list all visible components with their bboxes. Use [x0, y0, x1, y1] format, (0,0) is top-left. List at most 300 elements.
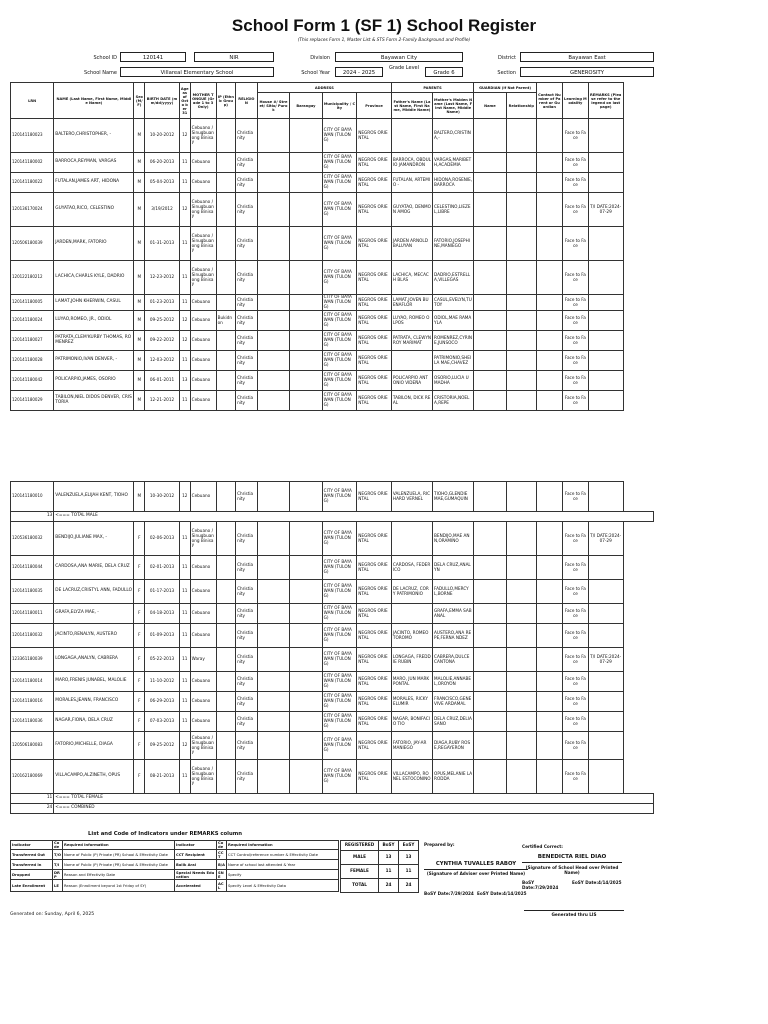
mother-tongue-cell: Cebuano: [190, 173, 216, 193]
birthdate-cell: 02-06-2013: [145, 522, 180, 556]
modality-cell: Face to Face: [562, 732, 588, 760]
province-cell: NEGROS ORIENTAL: [357, 522, 392, 556]
name-cell: BENDIJO,JULIANE MAX, -: [54, 522, 134, 556]
legend-ind-cell: Special Needs Education: [175, 870, 217, 880]
religion-cell: Christianity: [236, 648, 258, 672]
contact-cell: [536, 227, 562, 261]
summary-row: [341, 879, 419, 893]
house-cell: [257, 193, 289, 227]
guardian-name-cell: [474, 391, 506, 411]
province-cell: NEGROS ORIENTAL: [357, 648, 392, 672]
province-cell: NEGROS ORIENTAL: [357, 153, 392, 173]
lrn-cell: 120141180016: [11, 692, 54, 712]
col-ip: IP (Ethnic Group): [216, 83, 235, 119]
religion-cell: Christianity: [236, 672, 258, 692]
name-cell: LUYAO,ROMEO, JR., ODIOL: [54, 311, 134, 331]
contact-cell: [536, 391, 562, 411]
remarks-cell: [588, 624, 623, 648]
province-cell: NEGROS ORIENTAL: [357, 692, 392, 712]
mother-tongue-cell: Cebuano / Sinugbuanong Binisay: [190, 760, 216, 794]
contact-cell: [536, 153, 562, 173]
legend-code-cell: SNE: [217, 870, 227, 880]
father-cell: TABILON, DICK REAL: [391, 391, 432, 411]
name-cell: VILLACAMPO,ALZINETH, OPUS: [54, 760, 134, 794]
legend-ind-cell: Late Enrollment: [11, 880, 53, 892]
municipality-cell: CITY OF BAYAWAN (TULONG): [322, 522, 357, 556]
summary-eosy-cell: 24: [399, 879, 419, 893]
mother-tongue-cell: Cebuano / Sinugbuanong Binisay: [190, 261, 216, 295]
age-cell: 11: [179, 227, 190, 261]
municipality-cell: CITY OF BAYAWAN (TULONG): [322, 371, 357, 391]
mother-cell: ODIOL,MAE RAMAYLA: [433, 311, 474, 331]
remarks-cell: [588, 580, 623, 604]
mother-tongue-cell: Cebuano / Sinugbuanong Binisay: [190, 227, 216, 261]
father-cell: LUYAO, ROMEO OLPOS: [391, 311, 432, 331]
birthdate-cell: 09-25-2012: [145, 311, 180, 331]
ip-cell: [216, 173, 235, 193]
summary-table: [340, 840, 419, 893]
mother-tongue-cell: Cebuano: [190, 311, 216, 331]
province-cell: NEGROS ORIENTAL: [357, 351, 392, 371]
father-cell: LACHICA, MECACH BLAS: [391, 261, 432, 295]
municipality-cell: CITY OF BAYAWAN (TULONG): [322, 173, 357, 193]
legend-ind-cell: Balik Aral: [175, 860, 217, 870]
age-cell: 11: [179, 580, 190, 604]
religion-cell: Christianity: [236, 556, 258, 580]
ip-cell: [216, 672, 235, 692]
relationship-cell: [506, 522, 536, 556]
ip-cell: Bukidnon: [216, 311, 235, 331]
sex-cell: F: [134, 624, 145, 648]
name-cell: LACHICA,CHARLS KYLE, DADRIO: [54, 261, 134, 295]
col-birthdate: BIRTH DATE (mm/dd/yyyy): [145, 83, 180, 119]
birthdate-cell: 12-03-2012: [145, 351, 180, 371]
mother-cell: PATRIMONIO,SHEILA MAE,CHAVEZ: [433, 351, 474, 371]
mother-cell: BENDIJO,MAE ANN,ORAMINO: [433, 522, 474, 556]
mother-cell: ROMENREZ,CYRINE,JUNSOCO: [433, 331, 474, 351]
relationship-cell: [506, 227, 536, 261]
sex-cell: F: [134, 556, 145, 580]
guardian-name-cell: [474, 522, 506, 556]
remarks-cell: [588, 556, 623, 580]
grade-level-label: Grade Level: [388, 65, 420, 71]
religion-cell: Christianity: [236, 153, 258, 173]
table-row: [11, 712, 654, 732]
name-cell: TABILON,NIEL DIDOS DENVER, CRISTORIA: [54, 391, 134, 411]
modality-cell: Face to Face: [562, 482, 588, 512]
summary-bosy-cell: 11: [379, 865, 399, 879]
province-cell: NEGROS ORIENTAL: [357, 580, 392, 604]
guardian-name-cell: [474, 604, 506, 624]
province-cell: NEGROS ORIENTAL: [357, 732, 392, 760]
lrn-cell: 120141180014: [11, 672, 54, 692]
table-row: [11, 153, 654, 173]
legend-h-required-2: Required Information: [227, 841, 339, 850]
birthdate-cell: 12-23-2012: [145, 261, 180, 295]
ip-cell: [216, 227, 235, 261]
ip-cell: [216, 295, 235, 311]
legend-code-cell: T/I: [53, 860, 63, 870]
guardian-name-cell: [474, 556, 506, 580]
religion-cell: Christianity: [236, 692, 258, 712]
grade-level-value: Grade 6: [425, 67, 463, 77]
guardian-name-cell: [474, 311, 506, 331]
house-cell: [257, 227, 289, 261]
father-cell: PATRATA, CLEWYN ROY MARIMAT: [391, 331, 432, 351]
barangay-cell: [290, 556, 322, 580]
legend-title: List and Code of Indicators under REMARKS column: [88, 831, 243, 837]
guardian-name-cell: [474, 193, 506, 227]
house-cell: [257, 760, 289, 794]
birthdate-cell: 04-18-2013: [145, 604, 180, 624]
contact-cell: [536, 193, 562, 227]
total-count: 24: [11, 804, 54, 814]
municipality-cell: CITY OF BAYAWAN (TULONG): [322, 351, 357, 371]
col-name: NAME (Last Name, First Name, Middle Name): [54, 83, 134, 119]
modality-cell: Face to Face: [562, 672, 588, 692]
legend-req-cell: Name of Public (P) Private (PR) School & Effectivity Date: [63, 860, 175, 870]
birthdate-cell: 06-29-2013: [145, 692, 180, 712]
mother-cell: TIOHO,GLENDIE MAE,GUMAQUIN: [433, 482, 474, 512]
legend-h-code-2: Code: [217, 841, 227, 850]
total-label: <=== COMBINED: [54, 804, 654, 814]
legend-req-cell: CCT Control/reference number & Effectivity Date: [227, 850, 339, 860]
ip-cell: [216, 604, 235, 624]
age-cell: 11: [179, 153, 190, 173]
father-cell: [391, 351, 432, 371]
municipality-cell: CITY OF BAYAWAN (TULONG): [322, 556, 357, 580]
sex-cell: M: [134, 193, 145, 227]
mother-tongue-cell: Cebuano: [190, 672, 216, 692]
table-row: [11, 351, 654, 371]
age-cell: 11: [179, 295, 190, 311]
father-cell: BARROCA, OBDULIO JAMANDRON: [391, 153, 432, 173]
age-cell: 11: [179, 556, 190, 580]
summary-eosy-cell: 13: [399, 851, 419, 865]
relationship-cell: [506, 624, 536, 648]
barangay-cell: [290, 351, 322, 371]
lrn-cell: 120141180027: [11, 331, 54, 351]
summary-row: [341, 851, 419, 865]
lrn-cell: 120141180042: [11, 371, 54, 391]
adviser-line: [424, 869, 528, 870]
summary-row: [341, 865, 419, 879]
adviser-name: CYNTHIA TUVALLES RABOY: [435, 861, 517, 867]
mother-cell: MALOLIE,ANNABEL,OROYON: [433, 672, 474, 692]
age-cell: 12: [179, 193, 190, 227]
modality-cell: Face to Face: [562, 311, 588, 331]
barangay-cell: [290, 119, 322, 153]
birthdate-cell: 10-20-2012: [145, 119, 180, 153]
legend-ind-cell: CCT Recipient: [175, 850, 217, 860]
summary-bosy-cell: 24: [379, 879, 399, 893]
table-row: [11, 624, 654, 648]
house-cell: [257, 648, 289, 672]
house-cell: [257, 580, 289, 604]
birthdate-cell: 05-22-2013: [145, 648, 180, 672]
sex-cell: M: [134, 371, 145, 391]
birthdate-cell: 05-04-2013: [145, 173, 180, 193]
lrn-cell: 120506180039: [11, 227, 54, 261]
father-cell: VALENZUELA, RICHARD VERNEL: [391, 482, 432, 512]
religion-cell: Christianity: [236, 604, 258, 624]
barangay-cell: [290, 311, 322, 331]
modality-cell: Face to Face: [562, 522, 588, 556]
ip-cell: [216, 624, 235, 648]
province-cell: NEGROS ORIENTAL: [357, 624, 392, 648]
col-remarks: REMARKS (Please refer to the legend on last page): [588, 83, 623, 119]
legend-code-cell: T/O: [53, 850, 63, 860]
sex-cell: M: [134, 391, 145, 411]
school-id-value: 120141: [120, 52, 186, 62]
age-cell: 12: [179, 331, 190, 351]
region-value: NIR: [194, 52, 274, 62]
province-cell: NEGROS ORIENTAL: [357, 604, 392, 624]
mother-cell: FATORIO,JOSEPHINE,MANIEGO: [433, 227, 474, 261]
name-cell: JARDEN,MARK, FATORIO: [54, 227, 134, 261]
contact-cell: [536, 371, 562, 391]
relationship-cell: [506, 556, 536, 580]
province-cell: NEGROS ORIENTAL: [357, 371, 392, 391]
legend-code-cell: DRP: [53, 870, 63, 880]
lrn-cell: 120141180005: [11, 295, 54, 311]
house-cell: [257, 119, 289, 153]
school-head-caption: (Signature of School Head over Printed Name): [525, 865, 619, 875]
religion-cell: Christianity: [236, 391, 258, 411]
house-cell: [257, 692, 289, 712]
sex-cell: F: [134, 580, 145, 604]
modality-cell: Face to Face: [562, 604, 588, 624]
mother-tongue-cell: Cebuano: [190, 580, 216, 604]
contact-cell: [536, 692, 562, 712]
legend-req-cell: Name of Public (P) Private (PR) School & Effectivity Date: [63, 850, 175, 860]
age-cell: 11: [179, 391, 190, 411]
division-label: Division: [310, 55, 330, 61]
head-eosy-date: EoSY Date:4/14/2025: [572, 880, 622, 885]
birthdate-cell: 01-17-2013: [145, 580, 180, 604]
relationship-cell: [506, 604, 536, 624]
relationship-cell: [506, 732, 536, 760]
lrn-cell: 120141180023: [11, 119, 54, 153]
sex-cell: M: [134, 331, 145, 351]
house-cell: [257, 732, 289, 760]
sex-cell: M: [134, 153, 145, 173]
table-row: [11, 482, 654, 512]
mother-tongue-cell: Cebuano: [190, 604, 216, 624]
sex-cell: M: [134, 173, 145, 193]
generated-thru: Generated thru LIS: [551, 912, 597, 917]
religion-cell: Christianity: [236, 732, 258, 760]
table-row: [11, 522, 654, 556]
religion-cell: Christianity: [236, 580, 258, 604]
father-cell: CARDOSA, FEDERICO: [391, 556, 432, 580]
modality-cell: Face to Face: [562, 173, 588, 193]
contact-cell: [536, 604, 562, 624]
municipality-cell: CITY OF BAYAWAN (TULONG): [322, 580, 357, 604]
lrn-cell: 120141180044: [11, 556, 54, 580]
age-cell: 12: [179, 311, 190, 331]
mother-cell: DELA CRUZ,DELIA SANO: [433, 712, 474, 732]
lrn-cell: 120141180028: [11, 351, 54, 371]
father-cell: [391, 119, 432, 153]
mother-tongue-cell: Cebuano: [190, 351, 216, 371]
religion-cell: Christianity: [236, 119, 258, 153]
ip-cell: [216, 391, 235, 411]
school-head-line: [522, 862, 622, 863]
province-cell: NEGROS ORIENTAL: [357, 295, 392, 311]
contact-cell: [536, 482, 562, 512]
legend-ind-cell: Dropped: [11, 870, 53, 880]
province-cell: NEGROS ORIENTAL: [357, 391, 392, 411]
age-cell: 13: [179, 371, 190, 391]
birthdate-cell: 01-31-2013: [145, 227, 180, 261]
table-row: [11, 760, 654, 794]
relationship-cell: [506, 261, 536, 295]
sex-cell: F: [134, 692, 145, 712]
name-cell: PATRIMONIO,IVAN DENVER, -: [54, 351, 134, 371]
school-year-value: 2024 - 2025: [335, 67, 383, 77]
mother-tongue-cell: Cebuano / Sinugbuanong Binisay: [190, 119, 216, 153]
province-cell: NEGROS ORIENTAL: [357, 331, 392, 351]
age-cell: 11: [179, 672, 190, 692]
col-barangay: Barangay: [290, 93, 322, 119]
total-count: 13: [11, 512, 54, 522]
lrn-cell: 120136170024: [11, 193, 54, 227]
municipality-cell: CITY OF BAYAWAN (TULONG): [322, 391, 357, 411]
relationship-cell: [506, 173, 536, 193]
religion-cell: Christianity: [236, 193, 258, 227]
barangay-cell: [290, 227, 322, 261]
sex-cell: M: [134, 351, 145, 371]
sex-cell: M: [134, 227, 145, 261]
barangay-cell: [290, 712, 322, 732]
age-cell: 11: [179, 760, 190, 794]
age-cell: 12: [179, 482, 190, 512]
mother-cell: BALTERO,CRISTINA,-: [433, 119, 474, 153]
guardian-name-cell: [474, 261, 506, 295]
modality-cell: Face to Face: [562, 580, 588, 604]
mother-tongue-cell: Cebuano / Sinugbuanong Binisay: [190, 193, 216, 227]
birthdate-cell: 01-09-2013: [145, 624, 180, 648]
table-row: [11, 261, 654, 295]
remarks-cell: [588, 604, 623, 624]
page-title: School Form 1 (SF 1) School Register: [231, 16, 537, 35]
lrn-cell: 120141180036: [11, 712, 54, 732]
col-relationship: Relationship: [506, 93, 536, 119]
age-cell: 11: [179, 712, 190, 732]
house-cell: [257, 604, 289, 624]
legend-req-cell: Name of school last attended & Year: [227, 860, 339, 870]
table-row: [11, 173, 654, 193]
ip-cell: [216, 351, 235, 371]
lrn-cell: 120141180022: [11, 173, 54, 193]
certified-label: Certified Correct:: [522, 844, 563, 849]
municipality-cell: CITY OF BAYAWAN (TULONG): [322, 712, 357, 732]
contact-cell: [536, 556, 562, 580]
legend-code-cell: ACL: [217, 880, 227, 892]
municipality-cell: CITY OF BAYAWAN (TULONG): [322, 732, 357, 760]
father-cell: [391, 522, 432, 556]
col-modality: Learning Modality: [562, 83, 588, 119]
province-cell: NEGROS ORIENTAL: [357, 193, 392, 227]
father-cell: JARDEN ARNOLD BALUYAN: [391, 227, 432, 261]
modality-cell: Face to Face: [562, 692, 588, 712]
father-cell: DE LACRUZ, CORY PATRIMONIO: [391, 580, 432, 604]
legend-h-required: Required Information: [63, 841, 175, 850]
house-cell: [257, 672, 289, 692]
col-guardian: GUARDIAN (if Not Parent): [474, 83, 537, 93]
sex-cell: M: [134, 482, 145, 512]
name-cell: FUTALAN,JAMES ART, HIDONA: [54, 173, 134, 193]
ip-cell: [216, 712, 235, 732]
ip-cell: [216, 119, 235, 153]
ip-cell: [216, 556, 235, 580]
mother-cell: DIAGA,RUBY ROSE,REGAYERON: [433, 732, 474, 760]
barangay-cell: [290, 193, 322, 227]
summary-h-eosy: EoSY: [399, 841, 419, 851]
barangay-cell: [290, 482, 322, 512]
summary-label-cell: FEMALE: [341, 865, 379, 879]
contact-cell: [536, 648, 562, 672]
ip-cell: [216, 522, 235, 556]
col-age: Age as of Octo ber 31: [179, 83, 190, 119]
municipality-cell: CITY OF BAYAWAN (TULONG): [322, 153, 357, 173]
learner-table-females: [10, 481, 654, 814]
province-cell: NEGROS ORIENTAL: [357, 556, 392, 580]
remarks-cell: [588, 692, 623, 712]
mother-cell: AUSTERO,ANA REPE,FERNA NDEZ: [433, 624, 474, 648]
sex-cell: M: [134, 311, 145, 331]
mother-tongue-cell: Cebuano: [190, 624, 216, 648]
name-cell: BALTERO,CHRISTOPHER, -: [54, 119, 134, 153]
legend-h-indicator: Indicator: [11, 841, 53, 850]
mother-cell: GRAFA,EMMA SABANAL: [433, 604, 474, 624]
contact-cell: [536, 580, 562, 604]
relationship-cell: [506, 391, 536, 411]
modality-cell: Face to Face: [562, 712, 588, 732]
relationship-cell: [506, 153, 536, 173]
barangay-cell: [290, 173, 322, 193]
table-row: [11, 331, 654, 351]
relationship-cell: [506, 193, 536, 227]
house-cell: [257, 311, 289, 331]
col-house: House #/ Street/ Sitio/ Purok: [257, 93, 289, 119]
legend-table: [10, 840, 339, 892]
name-cell: LAMAT,JOHN KHERWIN, CASUL: [54, 295, 134, 311]
mother-cell: FADULLO,MERCYL,BORNE: [433, 580, 474, 604]
remarks-cell: [588, 119, 623, 153]
birthdate-cell: 3/19/2012: [145, 193, 180, 227]
birthdate-cell: 10-30-2012: [145, 482, 180, 512]
age-cell: 12: [179, 119, 190, 153]
mother-tongue-cell: Cebuano: [190, 371, 216, 391]
name-cell: VALENZUELA,ELIJAH KENT, TIOHO: [54, 482, 134, 512]
table-row: [11, 193, 654, 227]
age-cell: 11: [179, 522, 190, 556]
municipality-cell: CITY OF BAYAWAN (TULONG): [322, 119, 357, 153]
house-cell: [257, 482, 289, 512]
municipality-cell: CITY OF BAYAWAN (TULONG): [322, 692, 357, 712]
generated-on: Generated on: Sunday, April 6, 2025: [10, 912, 95, 917]
lrn-cell: 120162180069: [11, 760, 54, 794]
ip-cell: [216, 760, 235, 794]
modality-cell: Face to Face: [562, 331, 588, 351]
remarks-cell: [588, 760, 623, 794]
legend-req-cell: Specify Level & Effectivity Data: [227, 880, 339, 892]
religion-cell: Christianity: [236, 482, 258, 512]
col-contact: Contact Number of Parent or Guardian: [536, 83, 562, 119]
house-cell: [257, 712, 289, 732]
